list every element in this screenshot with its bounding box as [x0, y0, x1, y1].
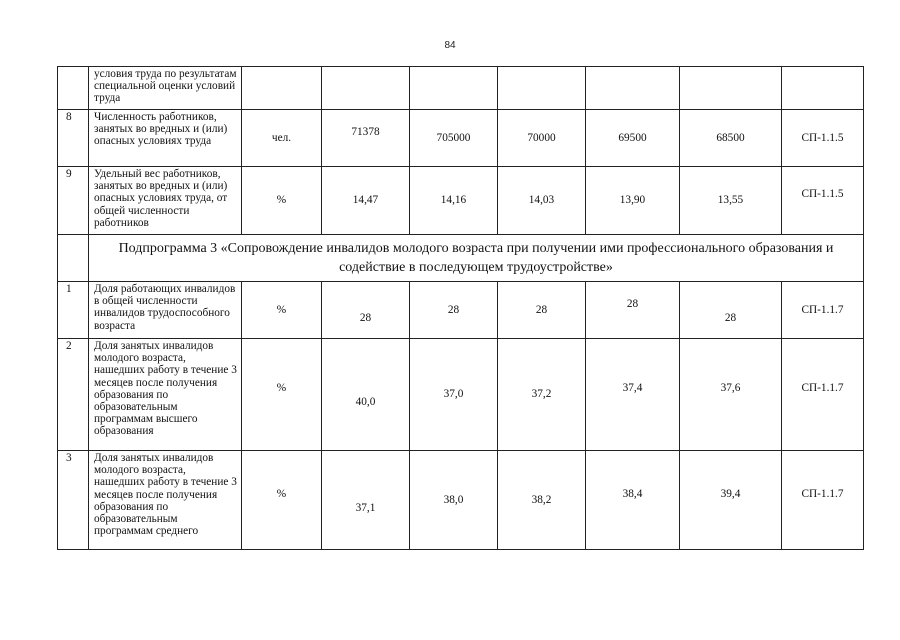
- value-cell: 28: [498, 282, 586, 339]
- value-text: 37,6: [720, 382, 741, 395]
- value-text: 71378: [351, 125, 380, 138]
- value-text: 28: [626, 297, 639, 310]
- indicator-name: условия труда по результатам специальной оценки условий труда: [89, 67, 242, 110]
- table-row: [58, 282, 864, 339]
- value-text: 39,4: [720, 487, 741, 500]
- indicators-table: [57, 66, 864, 550]
- value-cell: [410, 67, 498, 110]
- code-cell: [782, 67, 864, 110]
- value-cell: 69500: [586, 110, 680, 167]
- value-cell: [322, 282, 410, 339]
- unit-cell: [242, 110, 322, 167]
- value-cell: [498, 67, 586, 110]
- unit-cell: %: [242, 282, 322, 339]
- value-cell: 13,55: [680, 167, 782, 235]
- unit-cell: [242, 451, 322, 550]
- value-cell: [680, 282, 782, 339]
- value-cell: 37,0: [410, 339, 498, 451]
- indicator-name: Удельный вес работников, занятых во вредных и (или) опасных условиях труда, от общей численности работников: [89, 167, 242, 235]
- row-number: 8: [58, 110, 89, 167]
- row-number: [58, 67, 89, 110]
- value-cell: [322, 67, 410, 110]
- value-cell: 68500: [680, 110, 782, 167]
- unit-cell: %: [242, 167, 322, 235]
- value-cell: 38,2: [498, 451, 586, 550]
- code-cell: [782, 167, 864, 235]
- value-text: 40,0: [355, 396, 376, 409]
- value-cell: [586, 339, 680, 451]
- value-cell: 37,2: [498, 339, 586, 451]
- row-number: 9: [58, 167, 89, 235]
- table-row: [58, 110, 864, 167]
- value-text: 38,4: [622, 487, 643, 500]
- code-text: СП-1.1.5: [801, 188, 844, 201]
- indicator-name: Доля занятых инвалидов молодого возраста, нашедших работу в течение 3 месяцев после получения образования по образовательным программам высшего образования: [89, 339, 242, 451]
- unit-text: %: [276, 487, 287, 500]
- value-cell: 28: [410, 282, 498, 339]
- row-number: 1: [58, 282, 89, 339]
- value-cell: [586, 282, 680, 339]
- value-cell: 13,90: [586, 167, 680, 235]
- code-text: СП-1.1.7: [801, 382, 844, 395]
- value-cell: [680, 339, 782, 451]
- row-number: 3: [58, 451, 89, 550]
- value-text: 37,4: [622, 382, 643, 395]
- unit-text: %: [276, 382, 287, 395]
- table-row: [58, 339, 864, 451]
- value-cell: [322, 451, 410, 550]
- value-cell: 14,16: [410, 167, 498, 235]
- unit-cell: [242, 339, 322, 451]
- value-text: 28: [359, 311, 372, 324]
- value-cell: [680, 67, 782, 110]
- code-cell: [782, 451, 864, 550]
- value-cell: [680, 451, 782, 550]
- value-cell: 14,03: [498, 167, 586, 235]
- value-cell: 70000: [498, 110, 586, 167]
- value-cell: 705000: [410, 110, 498, 167]
- value-cell: [586, 67, 680, 110]
- indicator-name: Доля работающих инвалидов в общей численности инвалидов трудоспособного возраста: [89, 282, 242, 339]
- value-text: 37,1: [355, 501, 376, 514]
- code-text: СП-1.1.7: [801, 487, 844, 500]
- page-number: 84: [444, 40, 456, 51]
- subprogram-row: [58, 235, 864, 282]
- code-cell: [782, 339, 864, 451]
- value-text: 28: [724, 311, 737, 324]
- code-cell: СП-1.1.5: [782, 110, 864, 167]
- table-row: [58, 451, 864, 550]
- subprogram-title: Подпрограмма 3 «Сопровождение инвалидов молодого возраста при получении ими профессионального образования и содействие в последующем трудоустройстве»: [89, 235, 864, 282]
- blank-cell: [58, 235, 89, 282]
- unit-text: чел.: [271, 131, 292, 144]
- row-number: 2: [58, 339, 89, 451]
- unit-cell: [242, 67, 322, 110]
- indicator-name: Численность работников, занятых во вредных и (или) опасных условиях труда: [89, 110, 242, 167]
- code-cell: СП-1.1.7: [782, 282, 864, 339]
- table-row: [58, 167, 864, 235]
- value-cell: [322, 339, 410, 451]
- value-cell: 14,47: [322, 167, 410, 235]
- indicator-name: Доля занятых инвалидов молодого возраста, нашедших работу в течение 3 месяцев после получения образования по образовательным программам среднего: [89, 451, 242, 550]
- value-cell: [322, 110, 410, 167]
- value-cell: 38,0: [410, 451, 498, 550]
- value-cell: [586, 451, 680, 550]
- table-row: [58, 67, 864, 110]
